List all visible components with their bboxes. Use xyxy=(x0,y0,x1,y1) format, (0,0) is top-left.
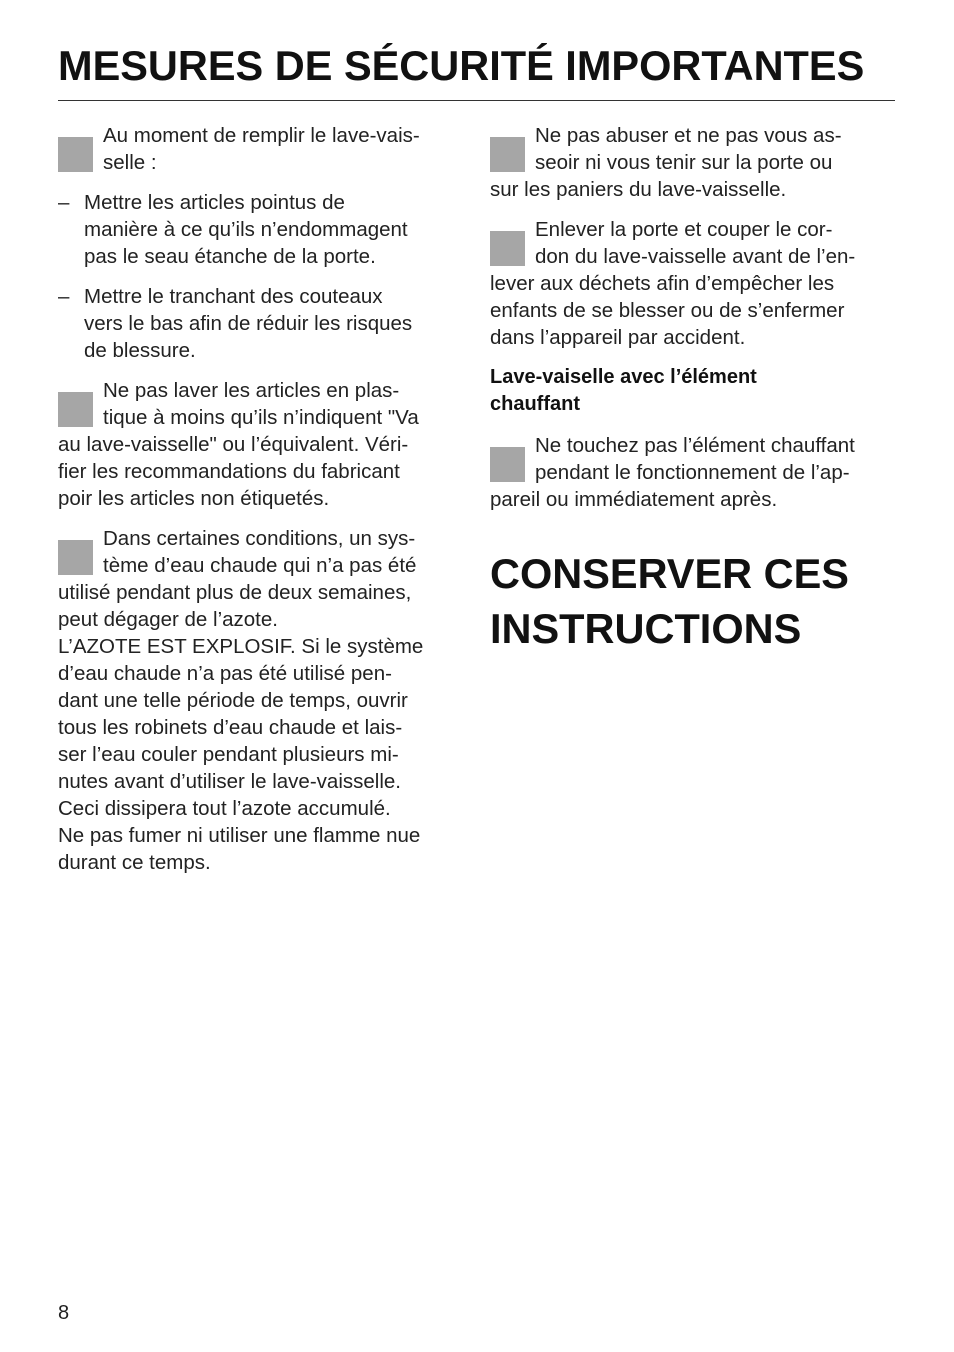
text-line: manière à ce qu’ils n’endommagent xyxy=(84,218,408,241)
text-line: Mettre les articles pointus de xyxy=(84,191,345,214)
text-line: Ne touchez pas l’élément chauffant xyxy=(535,434,855,457)
right-column xyxy=(490,122,900,656)
text-line: L’AZOTE EST EXPLOSIF. Si le système xyxy=(58,635,424,658)
text-line: peut dégager de l’azote. xyxy=(58,608,278,631)
list-item xyxy=(58,283,468,364)
text-line: nutes avant d’utiliser le lave-vaisselle. xyxy=(58,770,401,793)
text-line: Enlever la porte et couper le cor- xyxy=(535,218,833,241)
text-line: Mettre le tranchant des couteaux xyxy=(84,285,383,308)
text-line: dant une telle période de temps, ouvrir xyxy=(58,689,408,712)
warning-block-door xyxy=(490,122,900,203)
title-divider xyxy=(58,100,895,101)
text-line: lever aux déchets afin d’empêcher les xyxy=(490,272,835,295)
heading-line: INSTRUCTIONS xyxy=(490,605,802,652)
paragraph-filling xyxy=(58,122,468,176)
warning-block-plastic xyxy=(58,377,468,512)
heading-line: CONSERVER CES xyxy=(490,550,849,597)
text-line: utilisé pendant plus de deux semaines, xyxy=(58,581,412,604)
text-line: enfants de se blesser ou de s’enfermer xyxy=(490,299,845,322)
text-line: tous les robinets d’eau chaude et lais- xyxy=(58,716,403,739)
warning-block-hydrogen xyxy=(58,525,468,876)
warning-marker-icon xyxy=(58,540,93,575)
text-line: d’eau chaude n’a pas été utilisé pen- xyxy=(58,662,392,685)
text-line: Au moment de remplir le lave-vais- xyxy=(103,124,420,147)
warning-block-heating-element xyxy=(490,432,900,513)
text-line: Ne pas fumer ni utiliser une flamme nue xyxy=(58,824,421,847)
paragraph-door xyxy=(490,122,900,203)
paragraph-heating-element xyxy=(490,432,900,513)
text-line: pas le seau étanche de la porte. xyxy=(84,245,376,268)
page-number: 8 xyxy=(58,1302,70,1324)
list-item xyxy=(58,189,468,270)
text-line: Ne pas laver les articles en plas- xyxy=(103,379,400,402)
warning-marker-icon xyxy=(490,137,525,172)
text-line: chauffant xyxy=(490,393,580,415)
warning-block-disposal xyxy=(490,216,900,351)
text-line: sur les paniers du lave-vaisselle. xyxy=(490,178,787,201)
text-line: Ceci dissipera tout l’azote accumulé. xyxy=(58,797,391,820)
text-line: dans l’appareil par accident. xyxy=(490,326,746,349)
text-line: durant ce temps. xyxy=(58,851,211,874)
text-line: seoir ni vous tenir sur la porte ou xyxy=(535,151,833,174)
paragraph-plastic xyxy=(58,377,468,512)
warning-marker-icon xyxy=(490,447,525,482)
dash-bullet: – xyxy=(58,285,70,308)
text-line: tique à moins qu’ils n’indiquent "Va xyxy=(103,406,419,429)
dash-bullet: – xyxy=(58,191,70,214)
left-column xyxy=(58,122,468,889)
text-line: de blessure. xyxy=(84,339,196,362)
text-line: don du lave-vaisselle avant de l’en- xyxy=(535,245,856,268)
text-line: pendant le fonctionnement de l’ap- xyxy=(535,461,850,484)
text-line: tème d’eau chaude qui n’a pas été xyxy=(103,554,417,577)
closing-heading xyxy=(490,546,900,656)
text-line: vers le bas afin de réduir les risques xyxy=(84,312,413,335)
paragraph-disposal xyxy=(490,216,900,351)
warning-marker-icon xyxy=(58,392,93,427)
text-line: Ne pas abuser et ne pas vous as- xyxy=(535,124,842,147)
warning-block-filling xyxy=(58,122,468,176)
paragraph-hydrogen xyxy=(58,525,468,876)
page-title: MESURES DE SÉCURITÉ IMPORTANTES xyxy=(58,42,865,89)
warning-marker-icon xyxy=(490,231,525,266)
text-line: Lave-vaiselle avec l’élément xyxy=(490,366,757,388)
warning-marker-icon xyxy=(58,137,93,172)
text-line: ser l’eau couler pendant plusieurs mi- xyxy=(58,743,399,766)
text-line: selle : xyxy=(103,151,157,174)
text-line: poir les articles non étiquetés. xyxy=(58,487,330,510)
text-line: au lave-vaisselle" ou l’équivalent. Véri- xyxy=(58,433,409,456)
section-subheading xyxy=(490,364,900,418)
text-line: pareil ou immédiatement après. xyxy=(490,488,778,511)
text-line: Dans certaines conditions, un sys- xyxy=(103,527,416,550)
text-line: fier les recommandations du fabricant xyxy=(58,460,400,483)
